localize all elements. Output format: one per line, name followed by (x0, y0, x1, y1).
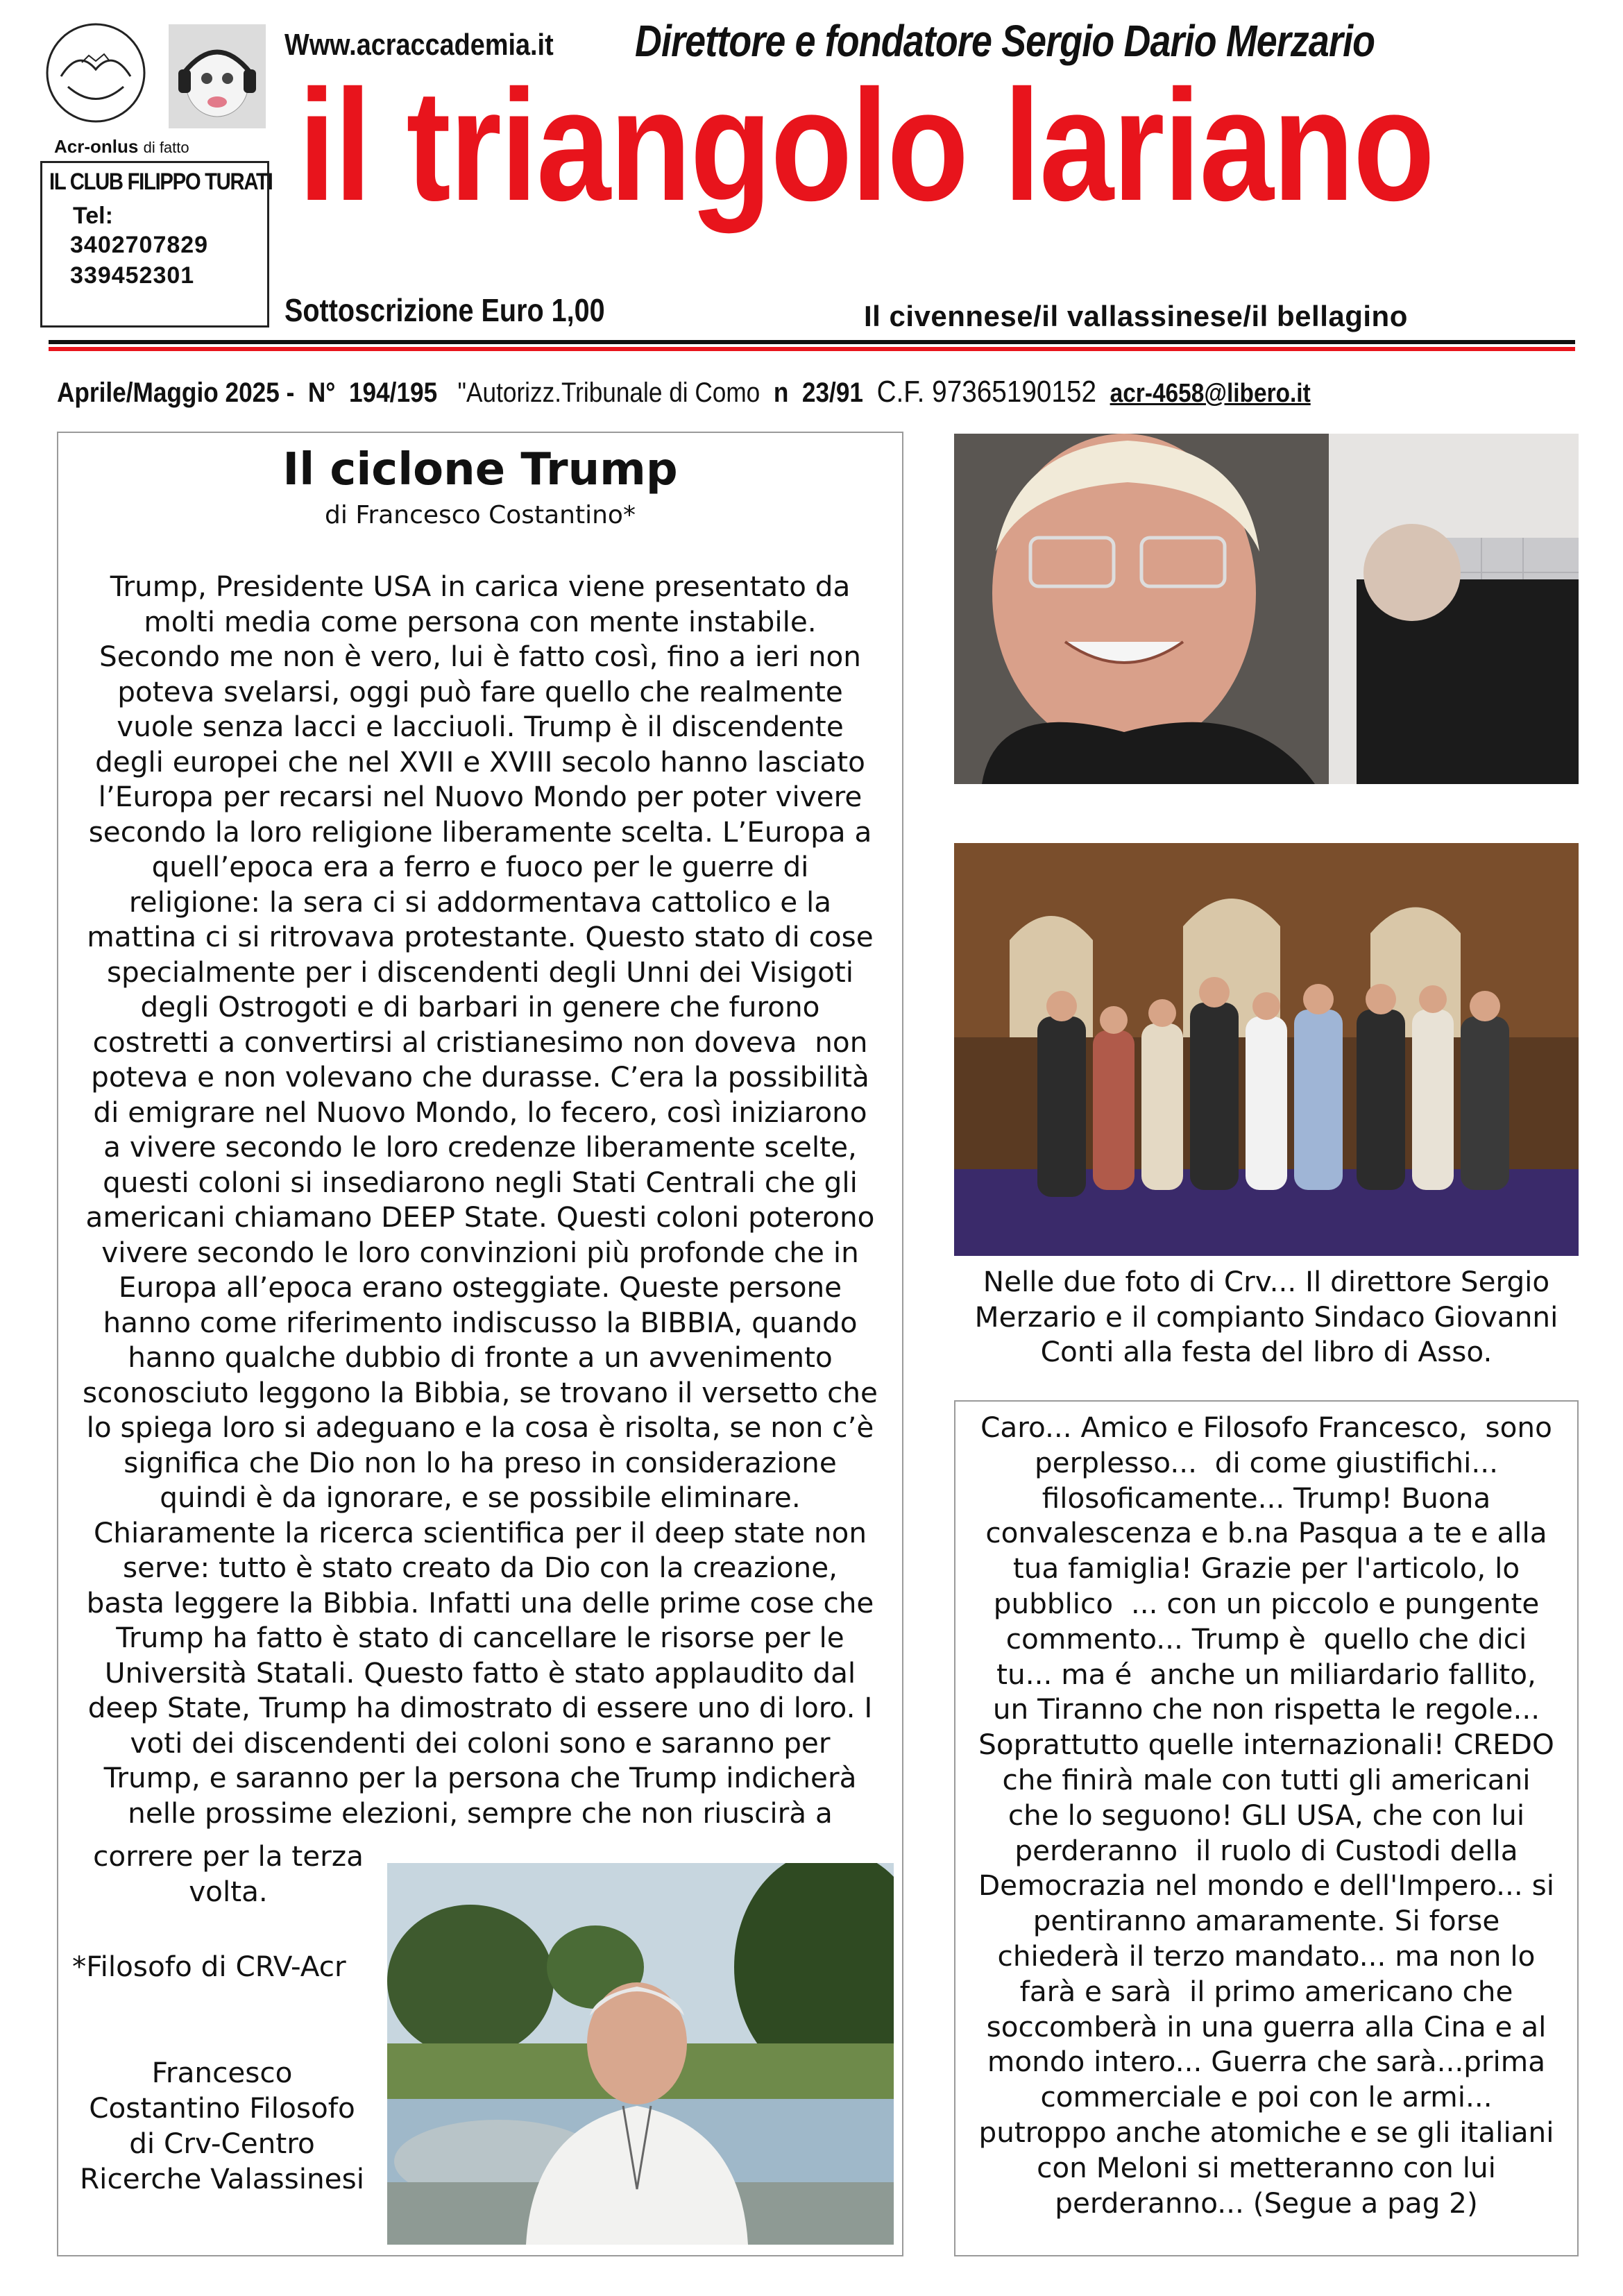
comment-line: tu... ma é anche un miliardario fallito, (996, 1657, 1536, 1691)
comment-line: Democrazia nel mondo e dell'Impero... si (978, 1869, 1554, 1903)
comment-line: perderanno il ruolo di Custodi della (1014, 1833, 1518, 1867)
article-line: di emigrare nel Nuovo Mondo, lo fecero, così iniziarono (93, 1095, 867, 1129)
newspaper-title: il triangolo lariano (298, 58, 1434, 234)
issue-date: Aprile/Maggio 2025 - (57, 377, 295, 408)
issue-info-line (57, 375, 1311, 409)
article-line: hanno qualche dubbio di fronte a un avvenimento (128, 1341, 833, 1374)
comment-line: pubblico ... con un piccolo e pungente (993, 1586, 1540, 1620)
website-link[interactable]: Www.acraccademia.it (284, 28, 554, 62)
author-caption-line: Ricerche Valassinesi (80, 2162, 364, 2195)
editor-comment (961, 1410, 1572, 2220)
article-line: l’Europa per recarsi nel Nuovo Mondo per poter vivere (98, 780, 863, 813)
photo-caption (954, 1264, 1579, 1370)
article-line: serve: tutto è stato creato da Dio con la creazione, (123, 1551, 838, 1584)
article-line: correre per la terza (93, 1839, 364, 1873)
phone-number: 3402707829 (70, 232, 209, 258)
club-contact-box (40, 161, 273, 328)
article-line: a vivere secondo le loro credenze liberamente scelte, (103, 1130, 857, 1164)
article-line: molti media come persona con mente instabile. (144, 604, 817, 638)
club-logo (40, 21, 151, 125)
article-line: degli Ostrogoti e di barbari in genere che furono (140, 990, 820, 1023)
comment-line: soccomberà in una guerra alla Cina e al (986, 2009, 1547, 2043)
comment-line: Soprattutto quelle internazionali! CREDO (978, 1728, 1554, 1762)
book-festival-group-photo (954, 843, 1579, 1256)
article-line: lo spiega loro si adeguano e la cosa è risolta, se non c’è (86, 1411, 874, 1444)
comment-line: che finirà male con tutti gli americani (1002, 1762, 1531, 1796)
club-name: IL CLUB FILIPPO TURATI (49, 169, 273, 195)
article-line: Trump, e saranno per la persona che Trump indicherà (103, 1761, 857, 1794)
article-line: significa che Dio non lo ha preso in considerazione (124, 1445, 837, 1479)
article-title: Il ciclone Trump (282, 444, 678, 495)
article-body (69, 569, 891, 1830)
article-line: Chiaramente la ricerca scientifica per il deep state non (94, 1515, 867, 1549)
article-line: deep State, Trump ha dimostrato di essere uno di loro. I (87, 1691, 873, 1724)
comment-line: Caro... Amico e Filosofo Francesco, sono (980, 1411, 1552, 1444)
article-byline: di Francesco Costantino* (325, 501, 636, 529)
authorization: "Autorizz.Tribunale di Como (457, 377, 760, 408)
article-body-tail (72, 1839, 384, 1909)
article-line: Università Statali. Questo fatto è stato applaudito dal (104, 1656, 856, 1690)
article-line: mattina ci si ritrovava protestante. Questo stato di cose (87, 920, 874, 953)
author-caption-line: Costantino Filosofo (89, 2091, 355, 2125)
article-line: specialmente per i discendenti degli Unni dei Visigoti (106, 955, 854, 989)
subscription-price: Sottoscrizione Euro 1,00 (284, 292, 605, 328)
article-line: secondo la loro religione liberamente scelta. L’Europa a (88, 815, 872, 849)
article-line: sconosciuto leggono la Bibbia, se trovano il versetto che (83, 1375, 878, 1409)
fiscal-code: C.F. 97365190152 (876, 375, 1097, 409)
comment-line: pentiranno amaramente. Si forse (1033, 1904, 1500, 1938)
article-line: poteva e non volevano che durasse. C’era la possibilità (91, 1060, 869, 1094)
comment-line: con Meloni si metteranno con lui (1037, 2150, 1496, 2184)
article-line: americani chiamano DEEP State. Questi coloni poterono (85, 1200, 875, 1234)
comment-line: un Tiranno che non rispetta le regole... (992, 1692, 1540, 1726)
article-line: Secondo me non è vero, lui è fatto così, fino a ieri non (99, 640, 861, 673)
article-line: vivere secondo le loro convinzioni più profonde che in (101, 1235, 859, 1269)
acr-onlus-label: Acr-onlus di fatto (54, 136, 189, 157)
article-line: vuole senza lacci e lacciuoli. Trump è il discendente (117, 710, 844, 743)
author-photo (387, 1863, 894, 2245)
director-selfie-photo (954, 434, 1579, 784)
article-line: costretti a convertirsi al cristianesimo non doveva non (92, 1025, 868, 1059)
comment-line: filosoficamente... Trump! Buona (1042, 1481, 1491, 1515)
comment-line: chiederà il terzo mandato... ma non lo (997, 1939, 1536, 1973)
photo-caption-line: Merzario e il compianto Sindaco Giovanni (974, 1300, 1558, 1334)
article-line: basta leggere la Bibbia. Infatti una delle prime cose che (86, 1585, 874, 1619)
comment-line: commento... Trump è quello che dici (1005, 1622, 1527, 1656)
issue-number: 194/195 (348, 377, 438, 408)
article-line: poteva svelarsi, oggi può fare quello che realmente (117, 674, 843, 708)
article-line: Trump ha fatto è stato di cancellare le risorse per le (116, 1621, 844, 1654)
issue-number-label: N° (307, 377, 336, 408)
author-caption-line: Francesco (151, 2056, 293, 2089)
article-line: Europa all’epoca erano osteggiate. Queste persone (118, 1270, 842, 1304)
author-footnote: *Filosofo di CRV-Acr (72, 1950, 346, 1983)
article-line: quell’epoca era a ferro e fuoco per le guerre di (151, 850, 809, 883)
phone-number: 339452301 (70, 262, 195, 289)
director-line: Direttore e fondatore Sergio Dario Merzario (635, 16, 1375, 66)
photo-caption-line: Conti alla festa del libro di Asso. (1040, 1335, 1493, 1368)
coverage-areas: Il civennese/il vallassinese/il bellagino (864, 300, 1408, 332)
masthead-rule-black (49, 340, 1575, 344)
article-line: religione: la sera ci si addormentava cattolico e la (128, 885, 832, 919)
article-line: Trump, Presidente USA in carica viene presentato da (110, 570, 851, 603)
comment-line: putroppo anche atomiche e se gli italiani (978, 2115, 1554, 2149)
headphone-cat-photo (169, 24, 266, 128)
tel-label: Tel: (73, 203, 113, 229)
comment-line: farà e sarà il primo americano che (1019, 1974, 1513, 2008)
comment-line: perderanno... (Segue a pag 2) (1055, 2186, 1478, 2220)
article-line: hanno come riferimento indiscusso la BIBBIA, quando (103, 1305, 858, 1339)
comment-line: che lo seguono! GLI USA, che con lui (1008, 1798, 1525, 1832)
comment-line: commerciale e poi con le armi... (1040, 2080, 1493, 2114)
article-line: questi coloni si insediarono negli Stati Centrali che gli (103, 1165, 858, 1199)
photo-caption-line: Nelle due foto di Crv... Il direttore Sergio (983, 1265, 1550, 1298)
article-line: nelle prossime elezioni, sempre che non riuscirà a (128, 1796, 833, 1830)
comment-line: tua famiglia! Grazie per l'articolo, lo (1012, 1551, 1520, 1585)
registration-n-label: n (773, 377, 789, 408)
comment-line: convalescenza e b.na Pasqua a te e alla (985, 1516, 1547, 1550)
comment-line: perplesso... di come giustifichi... (1034, 1445, 1499, 1479)
author-caption (69, 2055, 375, 2197)
comment-line: mondo intero... Guerra che sarà...prima (987, 2045, 1546, 2079)
masthead-rule-red (49, 347, 1575, 351)
email-link[interactable]: acr-4658@libero.it (1110, 379, 1311, 408)
registration-number: 23/91 (801, 377, 863, 408)
article-line: voti dei discendenti dei coloni sono e saranno per (130, 1726, 831, 1760)
article-line: volta. (189, 1874, 268, 1908)
author-caption-line: di Crv-Centro (129, 2127, 315, 2160)
article-line: degli europei che nel XVII e XVIII secolo hanno lasciato (95, 745, 865, 779)
article-line: quindi è da ignorare, e se possibile eliminare. (160, 1481, 801, 1514)
